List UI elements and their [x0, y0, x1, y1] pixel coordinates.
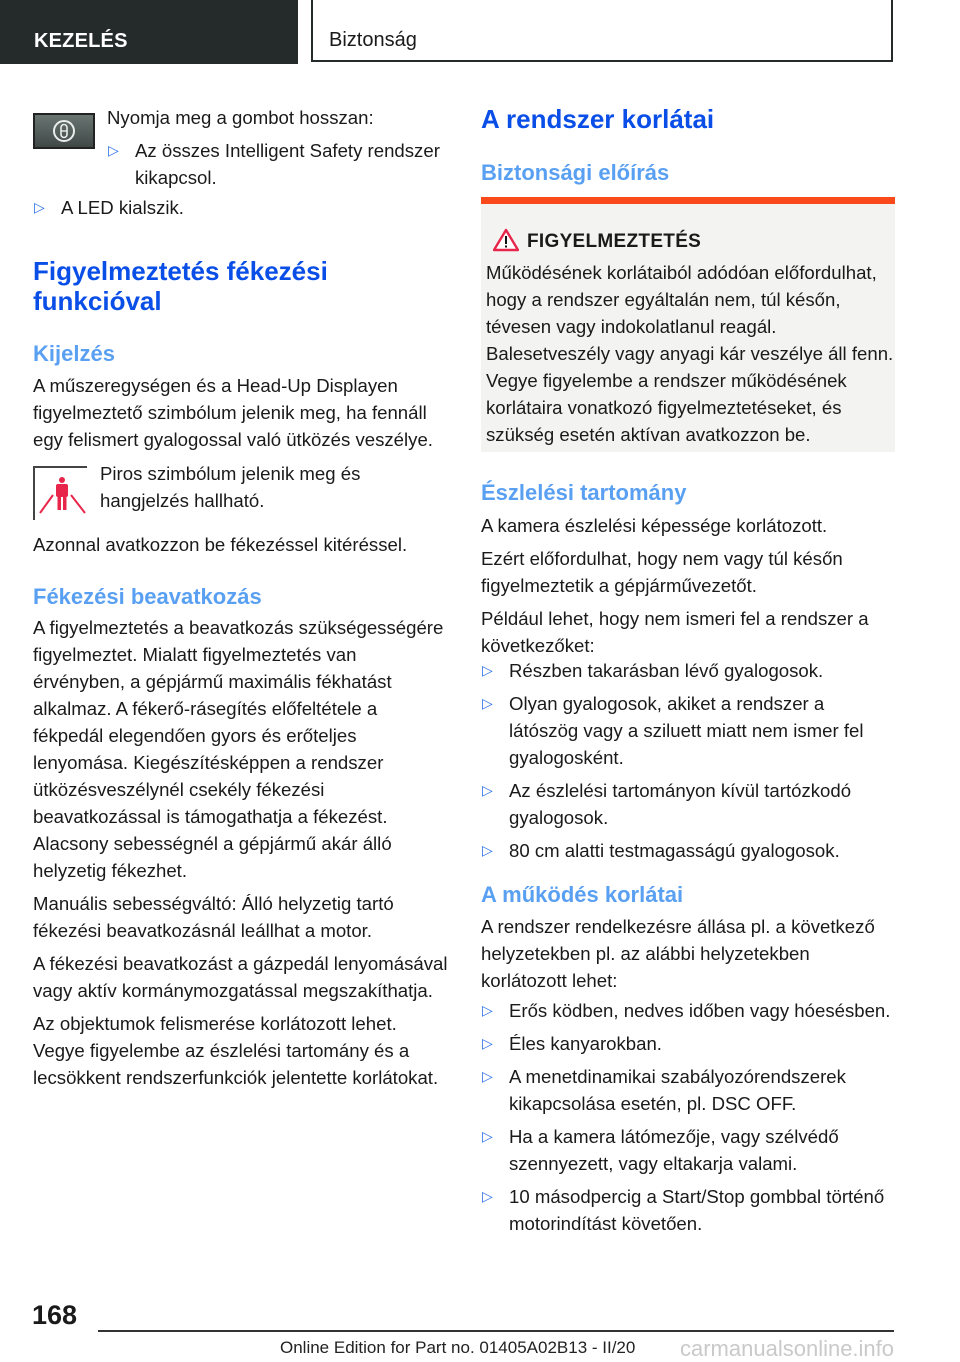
symbol-text: Piros szimbólum jelenik meg és hangjelzés hallható.: [100, 463, 361, 511]
braking-heading: Fékezési beavatkozás: [33, 584, 262, 609]
list-item: ▷ 80 cm alatti testmagasságú gyalogosok.: [481, 837, 895, 864]
bullet-icon: ▷: [482, 1035, 493, 1051]
bullet-icon: ▷: [482, 1068, 493, 1084]
footer-watermark: carmanualsonline.info: [680, 1336, 895, 1361]
list-item: ▷ Az összes Intelligent Safety rendszer kikapcsol.: [107, 137, 452, 191]
display-text: A műszeregységen és a Head-Up Displayen figyelmeztető szimbólum jelenik meg, ha fennáll egy felismert gyalogossal való ütközés veszélye.: [33, 375, 433, 450]
footer-divider: [98, 1330, 894, 1332]
bullet-icon: ▷: [482, 782, 493, 798]
paragraph: A figyelmeztetés a beavatkozás szükségességére figyelmeztet. Mialatt figyelmeztetés van érvényben, a gépjármű maximális fékhatást alkalmaz. A fékerő-rásegítés előfeltétele a fékpedál elegendően gyors és erőteljes lenyomása. Kiegészítésképpen a rendszer ütközésveszélynél csekély fékezési beavatkozással is támogathatja a fékezést. Alacsony sebességnél a gépjármű akár álló helyzetig fékezhet.: [33, 617, 444, 881]
detection-paragraphs: [481, 512, 895, 659]
bullet-icon: ▷: [34, 199, 45, 215]
braking-paragraphs: [33, 614, 448, 1091]
safety-button-icon: [33, 113, 95, 149]
paragraph: A fékezési beavatkozást a gázpedál lenyomásával vagy aktív kormánymozgatással megszakíthatja.: [33, 953, 448, 1001]
warning-body: Működésének korlátaiból adódóan előfordulhat, hogy a rendszer egyáltalán nem, túl későn, tévesen vagy indokolatlanul reagál. Balesetveszély vagy anyagi kár veszélye áll fenn. Vegye figyelembe a rendszer működésének korlátaira vonatkozó figyelmeztetéseket, és szükség esetén aktívan avatkozzon be.: [486, 262, 894, 445]
section-title-system-limits: A rendszer korlátai: [481, 104, 715, 134]
list-item: ▷ A menetdinamikai szabályozórendszerek kikapcsolása esetén, pl. DSC OFF.: [481, 1063, 895, 1117]
bullet-icon: ▷: [482, 1128, 493, 1144]
bullet-icon: ▷: [482, 1188, 493, 1204]
list-item: ▷ 10 másodpercig a Start/Stop gombbal történő motorindítást követően.: [481, 1183, 895, 1237]
warning-triangle-icon: [493, 228, 519, 252]
bullet-icon: ▷: [482, 695, 493, 711]
page-number: 168: [32, 1300, 78, 1330]
warning-box: [481, 197, 895, 452]
list-item: ▷ Éles kanyarokban.: [481, 1030, 895, 1057]
footer-edition: Online Edition for Part no. 01405A02B13 - II/20: [280, 1338, 636, 1357]
list-item: ▷ Erős ködben, nedves időben vagy hóesésben.: [481, 997, 895, 1024]
paragraph: A kamera észlelési képessége korlátozott.: [481, 515, 828, 536]
paragraph: Az objektumok felismerése korlátozott lehet. Vegye figyelembe az észlelési tartomány és a lecsökkent rendszerfunkciók jelentette korlátokat.: [33, 1013, 439, 1088]
limits-text: A rendszer rendelkezésre állása pl. a következő helyzetekben pl. az alábbi helyzetekben korlátozott lehet:: [481, 916, 875, 991]
bullet-icon: ▷: [482, 1002, 493, 1018]
paragraph: Manuális sebességváltó: Álló helyzetig tartó fékezési beavatkozásnál leállhat a motor.: [33, 893, 394, 941]
paragraph: Például lehet, hogy nem ismeri fel a rendszer a következőket:: [481, 608, 869, 656]
header-section-tab: [0, 0, 298, 64]
bullet-icon: ▷: [482, 662, 493, 678]
safety-heading: Biztonsági előírás: [481, 160, 670, 185]
list-item: ▷ Az észlelési tartományon kívül tartózkodó gyalogosok.: [481, 777, 895, 831]
bullet-icon: ▷: [108, 142, 119, 158]
limits-bullet-list: [481, 997, 895, 1237]
limits-heading: A működés korlátai: [481, 882, 684, 907]
intro-bullet-list: [107, 137, 452, 191]
intro-result-list: [33, 194, 448, 221]
list-item: ▷ Részben takarásban lévő gyalogosok.: [481, 657, 895, 684]
action-text: Azonnal avatkozzon be fékezéssel kitéréssel.: [33, 534, 408, 555]
paragraph: Ezért előfordulhat, hogy nem vagy túl későn figyelmeztetik a gépjárművezetőt.: [481, 548, 843, 596]
section-title-warning-braking: Figyelmeztetés fékezési funkcióval: [33, 256, 328, 316]
bullet-icon: ▷: [482, 842, 493, 858]
pedestrian-warning-icon: [33, 466, 87, 520]
header-section-label: KEZELÉS: [34, 30, 128, 52]
list-item: ▷ Olyan gyalogosok, akiket a rendszer a látószög vagy a sziluett miatt nem ismer fel gyalogosként.: [481, 690, 895, 771]
display-heading: Kijelzés: [33, 341, 115, 366]
detection-heading: Észlelési tartomány: [481, 480, 687, 505]
header-chapter-tab: [311, 0, 893, 62]
header-chapter-label: Biztonság: [329, 29, 417, 51]
intro-text: Nyomja meg a gombot hosszan:: [107, 107, 374, 128]
warning-title: FIGYELMEZTETÉS: [527, 231, 702, 252]
detection-bullet-list: [481, 657, 895, 864]
list-item: ▷ A LED kialszik.: [33, 194, 448, 221]
list-item: ▷ Ha a kamera látómezője, vagy szélvédő szennyezett, vagy eltakarja valami.: [481, 1123, 895, 1177]
